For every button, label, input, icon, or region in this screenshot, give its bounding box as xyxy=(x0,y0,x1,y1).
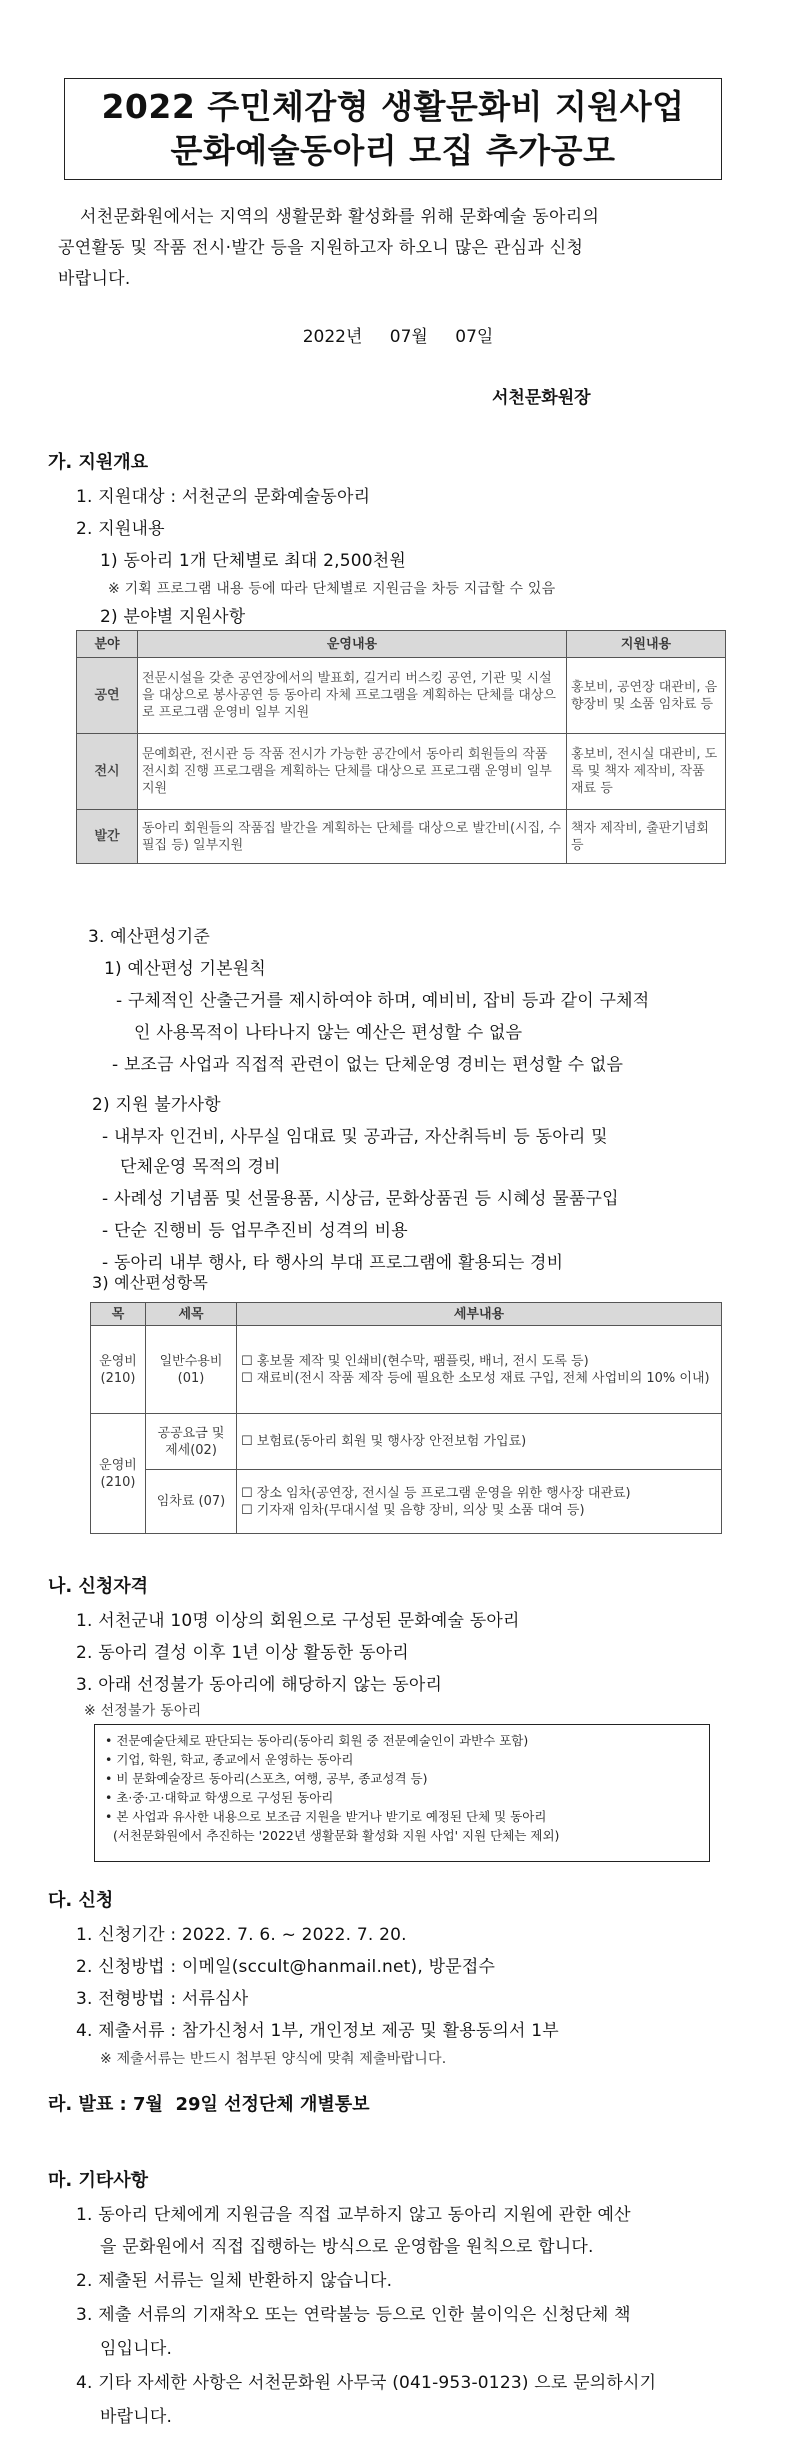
date-day: 07일 xyxy=(455,327,494,347)
not-supported-3: - 단순 진행비 등 업무추진비 성격의 비용 xyxy=(102,1221,408,1241)
table-header-row xyxy=(77,631,726,658)
ma-item-1b: 을 문화원에서 직접 집행하는 방식으로 운영함을 원칙으로 합니다. xyxy=(100,2237,594,2257)
ma-item-3b: 임입니다. xyxy=(100,2339,173,2359)
ineligible-item: • 기업, 학원, 학교, 종교에서 운영하는 동아리 xyxy=(105,1752,354,1767)
ineligible-item: • 전문예술단체로 판단되는 동아리(동아리 회원 중 전문예술인이 과반수 포함) xyxy=(105,1733,529,1748)
table-row xyxy=(77,810,726,864)
na-item-2: 2. 동아리 결성 이후 1년 이상 활동한 동아리 xyxy=(76,1643,409,1663)
ga-item-2: 2. 지원내용 xyxy=(76,519,165,539)
budget-principle-heading: 1) 예산편성 기본원칙 xyxy=(104,959,267,979)
budget-principle-1b: 인 사용목적이 나타나지 않는 예산은 편성할 수 없음 xyxy=(134,1023,523,1043)
section-heading-ma: 마. 기타사항 xyxy=(48,2170,149,2191)
ga-sub-2: 2) 분야별 지원사항 xyxy=(100,607,246,627)
table-cell-mok: 운영비 (210) xyxy=(91,1326,146,1414)
table-header: 운영내용 xyxy=(138,631,567,658)
ma-item-2: 2. 제출된 서류는 일체 반환하지 않습니다. xyxy=(76,2271,393,2291)
section-heading-da: 다. 신청 xyxy=(48,1890,114,1911)
table-cell-category: 발간 xyxy=(77,810,138,864)
ma-item-4a: 4. 기타 자세한 사항은 서천문화원 사무국 (041-953-0123) 으로 문의하시기 xyxy=(76,2373,657,2393)
signer: 서천문화원장 xyxy=(492,388,591,408)
da-item-4: 4. 제출서류 : 참가신청서 1부, 개인정보 제공 및 활용동의서 1부 xyxy=(76,2021,559,2041)
intro-line-1: 서천문화원에서는 지역의 생활문화 활성화를 위해 문화예술 동아리의 xyxy=(80,207,600,227)
budget-items-heading: 3) 예산편성항목 xyxy=(92,1273,209,1292)
not-supported-4: - 동아리 내부 행사, 타 행사의 부대 프로그램에 활용되는 경비 xyxy=(102,1253,564,1273)
date-month: 07월 xyxy=(389,327,428,347)
na-item-3: 3. 아래 선정불가 동아리에 해당하지 않는 동아리 xyxy=(76,1675,443,1695)
title-box xyxy=(64,78,722,180)
table-header: 세부내용 xyxy=(237,1303,722,1326)
na-item-1: 1. 서천군내 10명 이상의 회원으로 구성된 문화예술 동아리 xyxy=(76,1611,520,1631)
table-cell-support: 홍보비, 전시실 대관비, 도록 및 책자 제작비, 작품 재료 등 xyxy=(567,734,726,810)
table-cell-content: 전문시설을 갖춘 공연장에서의 발표회, 길거리 버스킹 공연, 기관 및 시설을 대상으로 봉사공연 등 동아리 자체 프로그램을 계획하는 단체를 대상으로 프로그램 운영비 일부 지원 xyxy=(138,658,567,734)
table-row xyxy=(77,734,726,810)
na-note: ※ 선정불가 동아리 xyxy=(84,1703,202,1719)
section-heading-na: 나. 신청자격 xyxy=(48,1576,149,1597)
table-row xyxy=(91,1326,722,1414)
detail-item: ☐ 장소 임차(공연장, 전시실 등 프로그램 운영을 위한 행사장 대관료) xyxy=(241,1485,631,1501)
ga-sub-1: 1) 동아리 1개 단체별로 최대 2,500천원 xyxy=(100,551,407,571)
table-header: 지원내용 xyxy=(567,631,726,658)
table-cell-content: 문예회관, 전시관 등 작품 전시가 가능한 공간에서 동아리 회원들의 작품 전시회 진행 프로그램을 계획하는 단체를 대상으로 프로그램 운영비 일부 지원 xyxy=(138,734,567,810)
table-cell-category: 공연 xyxy=(77,658,138,734)
detail-item: ☐ 재료비(전시 작품 제작 등에 필요한 소모성 재료 구입, 전체 사업비의 10% 이내) xyxy=(241,1370,710,1386)
ineligible-item: • 초·중·고·대학교 학생으로 구성된 동아리 xyxy=(105,1790,334,1805)
table-row xyxy=(77,658,726,734)
ma-item-3a: 3. 제출 서류의 기재착오 또는 연락불능 등으로 인한 불이익은 신청단체 책 xyxy=(76,2305,631,2325)
table-cell-support: 홍보비, 공연장 대관비, 음향장비 및 소품 임차료 등 xyxy=(567,658,726,734)
ineligible-item: (서천문화원에서 추진하는 '2022년 생활문화 활성화 지원 사업' 지원 단체는 제외) xyxy=(105,1828,560,1843)
ma-item-1a: 1. 동아리 단체에게 지원금을 직접 교부하지 않고 동아리 지원에 관한 예산 xyxy=(76,2205,631,2225)
table-header: 목 xyxy=(91,1303,146,1326)
not-supported-heading: 2) 지원 불가사항 xyxy=(92,1095,221,1115)
ga-item-1: 1. 지원대상 : 서천군의 문화예술동아리 xyxy=(76,487,371,507)
table-cell-detail: ☐ 보험료(동아리 회원 및 행사장 안전보험 가입료) xyxy=(237,1414,722,1470)
ga-item-3: 3. 예산편성기준 xyxy=(88,927,210,947)
table-row xyxy=(91,1414,722,1470)
budget-principle-2: - 보조금 사업과 직접적 관련이 없는 단체운영 경비는 편성할 수 없음 xyxy=(112,1055,624,1075)
title-line-1: 2022 주민체감형 생활문화비 지원사업 xyxy=(101,87,685,126)
intro-line-2: 공연활동 및 작품 전시·발간 등을 지원하고자 하오니 많은 관심과 신청 xyxy=(58,238,584,258)
table-header: 세목 xyxy=(146,1303,237,1326)
table-cell-content: 동아리 회원들의 작품집 발간을 계획하는 단체를 대상으로 발간비(시집, 수필집 등) 일부지원 xyxy=(138,810,567,864)
date-year: 2022년 xyxy=(302,327,363,347)
da-item-3: 3. 전형방법 : 서류심사 xyxy=(76,1989,249,2009)
table-cell-mok: 운영비 (210) xyxy=(91,1414,146,1534)
table-cell-semok: 일반수용비 (01) xyxy=(146,1326,237,1414)
table-cell-semok: 공공요금 및 제세(02) xyxy=(146,1414,237,1470)
ma-item-4b: 바랍니다. xyxy=(100,2407,173,2427)
section-heading-ga: 가. 지원개요 xyxy=(48,452,149,473)
announcement-date xyxy=(0,322,796,347)
detail-item: ☐ 홍보물 제작 및 인쇄비(현수막, 팸플릿, 배너, 전시 도록 등) xyxy=(241,1353,589,1369)
table-header-row xyxy=(91,1303,722,1326)
section-heading-ra: 라. 발표 : 7월 29일 선정단체 개별통보 xyxy=(48,2094,370,2115)
table-cell-category: 전시 xyxy=(77,734,138,810)
intro-line-3: 바랍니다. xyxy=(58,269,131,289)
table-cell-support: 책자 제작비, 출판기념회 등 xyxy=(567,810,726,864)
table-cell-semok: 임차료 (07) xyxy=(146,1470,237,1534)
ga-sub-1-note: ※ 기획 프로그램 내용 등에 따라 단체별로 지원금을 차등 지급할 수 있음 xyxy=(108,581,556,597)
not-supported-1a: - 내부자 인건비, 사무실 임대료 및 공과금, 자산취득비 등 동아리 및 xyxy=(102,1127,608,1147)
ineligible-item: • 본 사업과 유사한 내용으로 보조금 지원을 받거나 받기로 예정된 단체 및 동아리 xyxy=(105,1809,547,1824)
ineligible-club-box xyxy=(94,1724,710,1862)
table-cell-detail xyxy=(237,1470,722,1534)
budget-principle-1a: - 구체적인 산출근거를 제시하여야 하며, 예비비, 잡비 등과 같이 구체적 xyxy=(116,991,650,1011)
ineligible-item: • 비 문화예술장르 동아리(스포츠, 여행, 공부, 종교성격 등) xyxy=(105,1771,428,1786)
detail-item: ☐ 기자재 임차(무대시설 및 음향 장비, 의상 및 소품 대여 등) xyxy=(241,1502,585,1518)
title-line-2: 문화예술동아리 모집 추가공모 xyxy=(170,131,616,170)
budget-items-table xyxy=(90,1302,722,1534)
intro-paragraph xyxy=(58,202,738,295)
table-header: 분야 xyxy=(77,631,138,658)
support-field-table xyxy=(76,630,726,864)
da-item-2: 2. 신청방법 : 이메일(sccult@hanmail.net), 방문접수 xyxy=(76,1957,496,1977)
da-item-1: 1. 신청기간 : 2022. 7. 6. ~ 2022. 7. 20. xyxy=(76,1925,407,1945)
not-supported-2: - 사례성 기념품 및 선물용품, 시상금, 문화상품권 등 시혜성 물품구입 xyxy=(102,1189,619,1209)
da-note: ※ 제출서류는 반드시 첨부된 양식에 맞춰 제출바랍니다. xyxy=(100,2051,447,2067)
not-supported-1b: 단체운영 목적의 경비 xyxy=(120,1157,281,1177)
table-row xyxy=(91,1470,722,1534)
table-cell-detail xyxy=(237,1326,722,1414)
